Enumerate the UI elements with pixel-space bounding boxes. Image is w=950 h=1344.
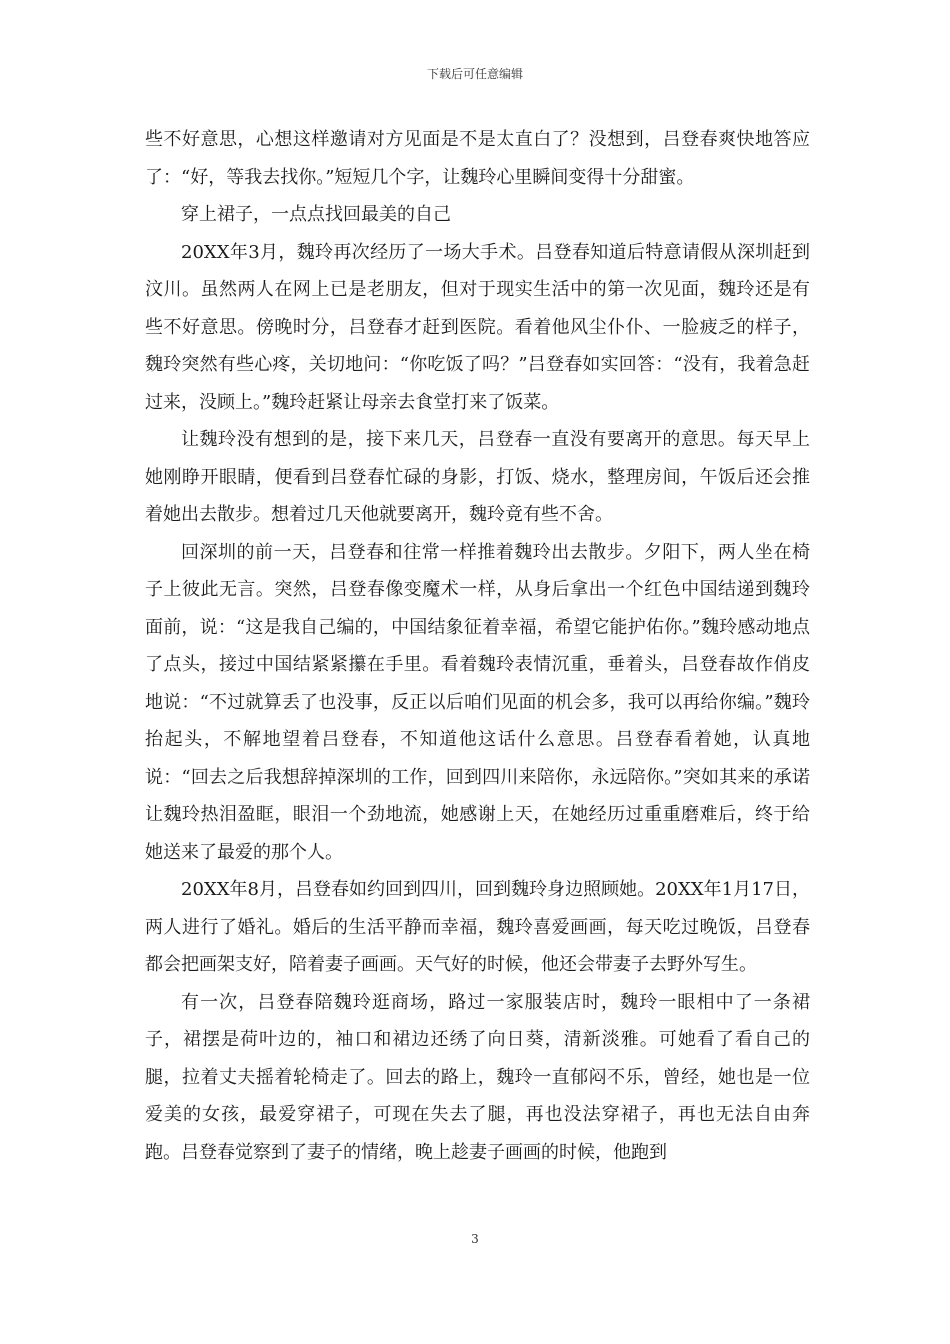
paragraph-6: 20XX年8月，吕登春如约回到四川，回到魏玲身边照顾她。20XX年1月17日，两人进行了婚礼。婚后的生活平静而幸福，魏玲喜爱画画，每天吃过晚饭，吕登春都会把画架支好，陪着妻子画画。天气好的时候，他还会带妻子去野外写生。 — [145, 879, 810, 975]
page-number: 3 — [471, 1232, 479, 1246]
page-header: 下载后可任意编辑 — [426, 67, 523, 81]
document-body — [145, 121, 810, 1171]
section-heading: 穿上裙子，一点点找回最美的自己 — [181, 204, 451, 225]
paragraph-3: 20XX年3月，魏玲再次经历了一场大手术。吕登春知道后特意请假从深圳赶到汶川。虽然两人在网上已是老朋友，但对于现实生活中的第一次见面，魏玲还是有些不好意思。傍晚时分，吕登春才赶到医院。看着他风尘仆仆、一脸疲乏的样子，魏玲突然有些心疼，关切地问：“你吃饭了吗？”吕登春如实回答：“没有，我着急赶过来，没顾上。”魏玲赶紧让母亲去食堂打来了饭菜。 — [145, 241, 810, 413]
paragraph-4: 让魏玲没有想到的是，接下来几天，吕登春一直没有要离开的意思。每天早上她刚睁开眼睛，便看到吕登春忙碌的身影，打饭、烧水，整理房间，午饭后还会推着她出去散步。想着过几天他就要离开，魏玲竟有些不舍。 — [145, 429, 810, 525]
paragraph-7: 有一次，吕登春陪魏玲逛商场，路过一家服装店时，魏玲一眼相中了一条裙子，裙摆是荷叶边的，袖口和裙边还绣了向日葵，清新淡雅。可她看了看自己的腿，拉着丈夫摇着轮椅走了。回去的路上，魏玲一直郁闷不乐，曾经，她也是一位爱美的女孩，最爱穿裙子，可现在失去了腿，再也没法穿裙子，再也无法自由奔跑。吕登春觉察到了妻子的情绪，晚上趁妻子画画的时候，他跑到 — [145, 991, 810, 1163]
paragraph-1: 些不好意思，心想这样邀请对方见面是不是太直白了？没想到，吕登春爽快地答应了：“好，等我去找你。”短短几个字，让魏玲心里瞬间变得十分甜蜜。 — [145, 129, 810, 188]
paragraph-5: 回深圳的前一天，吕登春和往常一样推着魏玲出去散步。夕阳下，两人坐在椅子上彼此无言。突然，吕登春像变魔术一样，从身后拿出一个红色中国结递到魏玲面前，说：“这是我自己编的，中国结象征着幸福，希望它能护佑你。”魏玲感动地点了点头，接过中国结紧紧攥在手里。看着魏玲表情沉重，垂着头，吕登春故作俏皮地说：“不过就算丢了也没事，反正以后咱们见面的机会多，我可以再给你编。”魏玲抬起头，不解地望着吕登春，不知道他这话什么意思。吕登春看着她，认真地说：“回去之后我想辞掉深圳的工作，回到四川来陪你，永远陪你。”突如其来的承诺让魏玲热泪盈眶，眼泪一个劲地流，她感谢上天，在她经历过重重磨难后，终于给她送来了最爱的那个人。 — [145, 541, 810, 863]
